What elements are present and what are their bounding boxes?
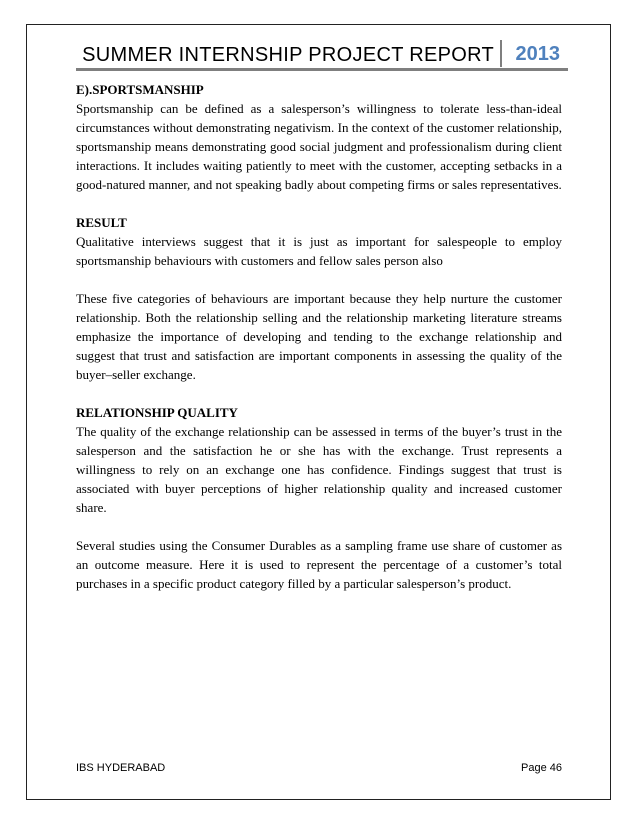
paragraph-sportsmanship: Sportsmanship can be defined as a salesperson’s willingness to tolerate less-than-ideal circumstances without demonstrating negativism. In the context of the customer relationship, sportsmanship means demonstrating good social judgment and professionalism during client interactions. It includes waiting patiently to meet with the customer, accepting setbacks in a good-natured manner, and not speaking badly about competing firms or sales representatives. — [76, 101, 562, 192]
header-title: SUMMER INTERNSHIP PROJECT REPORT — [82, 44, 494, 66]
document-body — [76, 80, 562, 593]
footer-institution: IBS HYDERABAD — [76, 762, 166, 774]
header-year: 2013 — [515, 43, 560, 65]
footer-page-number: Page 46 — [521, 762, 562, 774]
paragraph-result-2: These five categories of behaviours are important because they help nurture the customer relationship. Both the relationship selling and the relationship marketing literature streams emphasize the importance of developing and tending to the exchange relationship and suggest that trust and satisfaction are important components in assessing the quality of the buyer–seller exchange. — [76, 291, 562, 382]
header-separator — [500, 40, 502, 67]
section-heading-relationship-quality: RELATIONSHIP QUALITY — [76, 405, 238, 420]
section-heading-result: RESULT — [76, 215, 127, 230]
header-rule — [76, 68, 568, 71]
paragraph-relationship-quality-1: The quality of the exchange relationship can be assessed in terms of the buyer’s trust in the salesperson and the satisfaction he or she has with the exchange. Trust represents a willingness to rely on an exchange one has confidence. Findings suggest that trust is associated with buyer perceptions of higher relationship quality and increased customer share. — [76, 424, 562, 515]
paragraph-result-1: Qualitative interviews suggest that it is just as important for salespeople to employ sportsmanship behaviours with customers and fellow sales person also — [76, 234, 562, 268]
section-heading-sportsmanship: E).SPORTSMANSHIP — [76, 82, 204, 97]
page-header — [76, 40, 568, 70]
paragraph-relationship-quality-2: Several studies using the Consumer Durables as a sampling frame use share of customer as an outcome measure. Here it is used to represent the percentage of a customer’s total purchases in a specific product category filled by a particular salesperson’s product. — [76, 538, 562, 591]
